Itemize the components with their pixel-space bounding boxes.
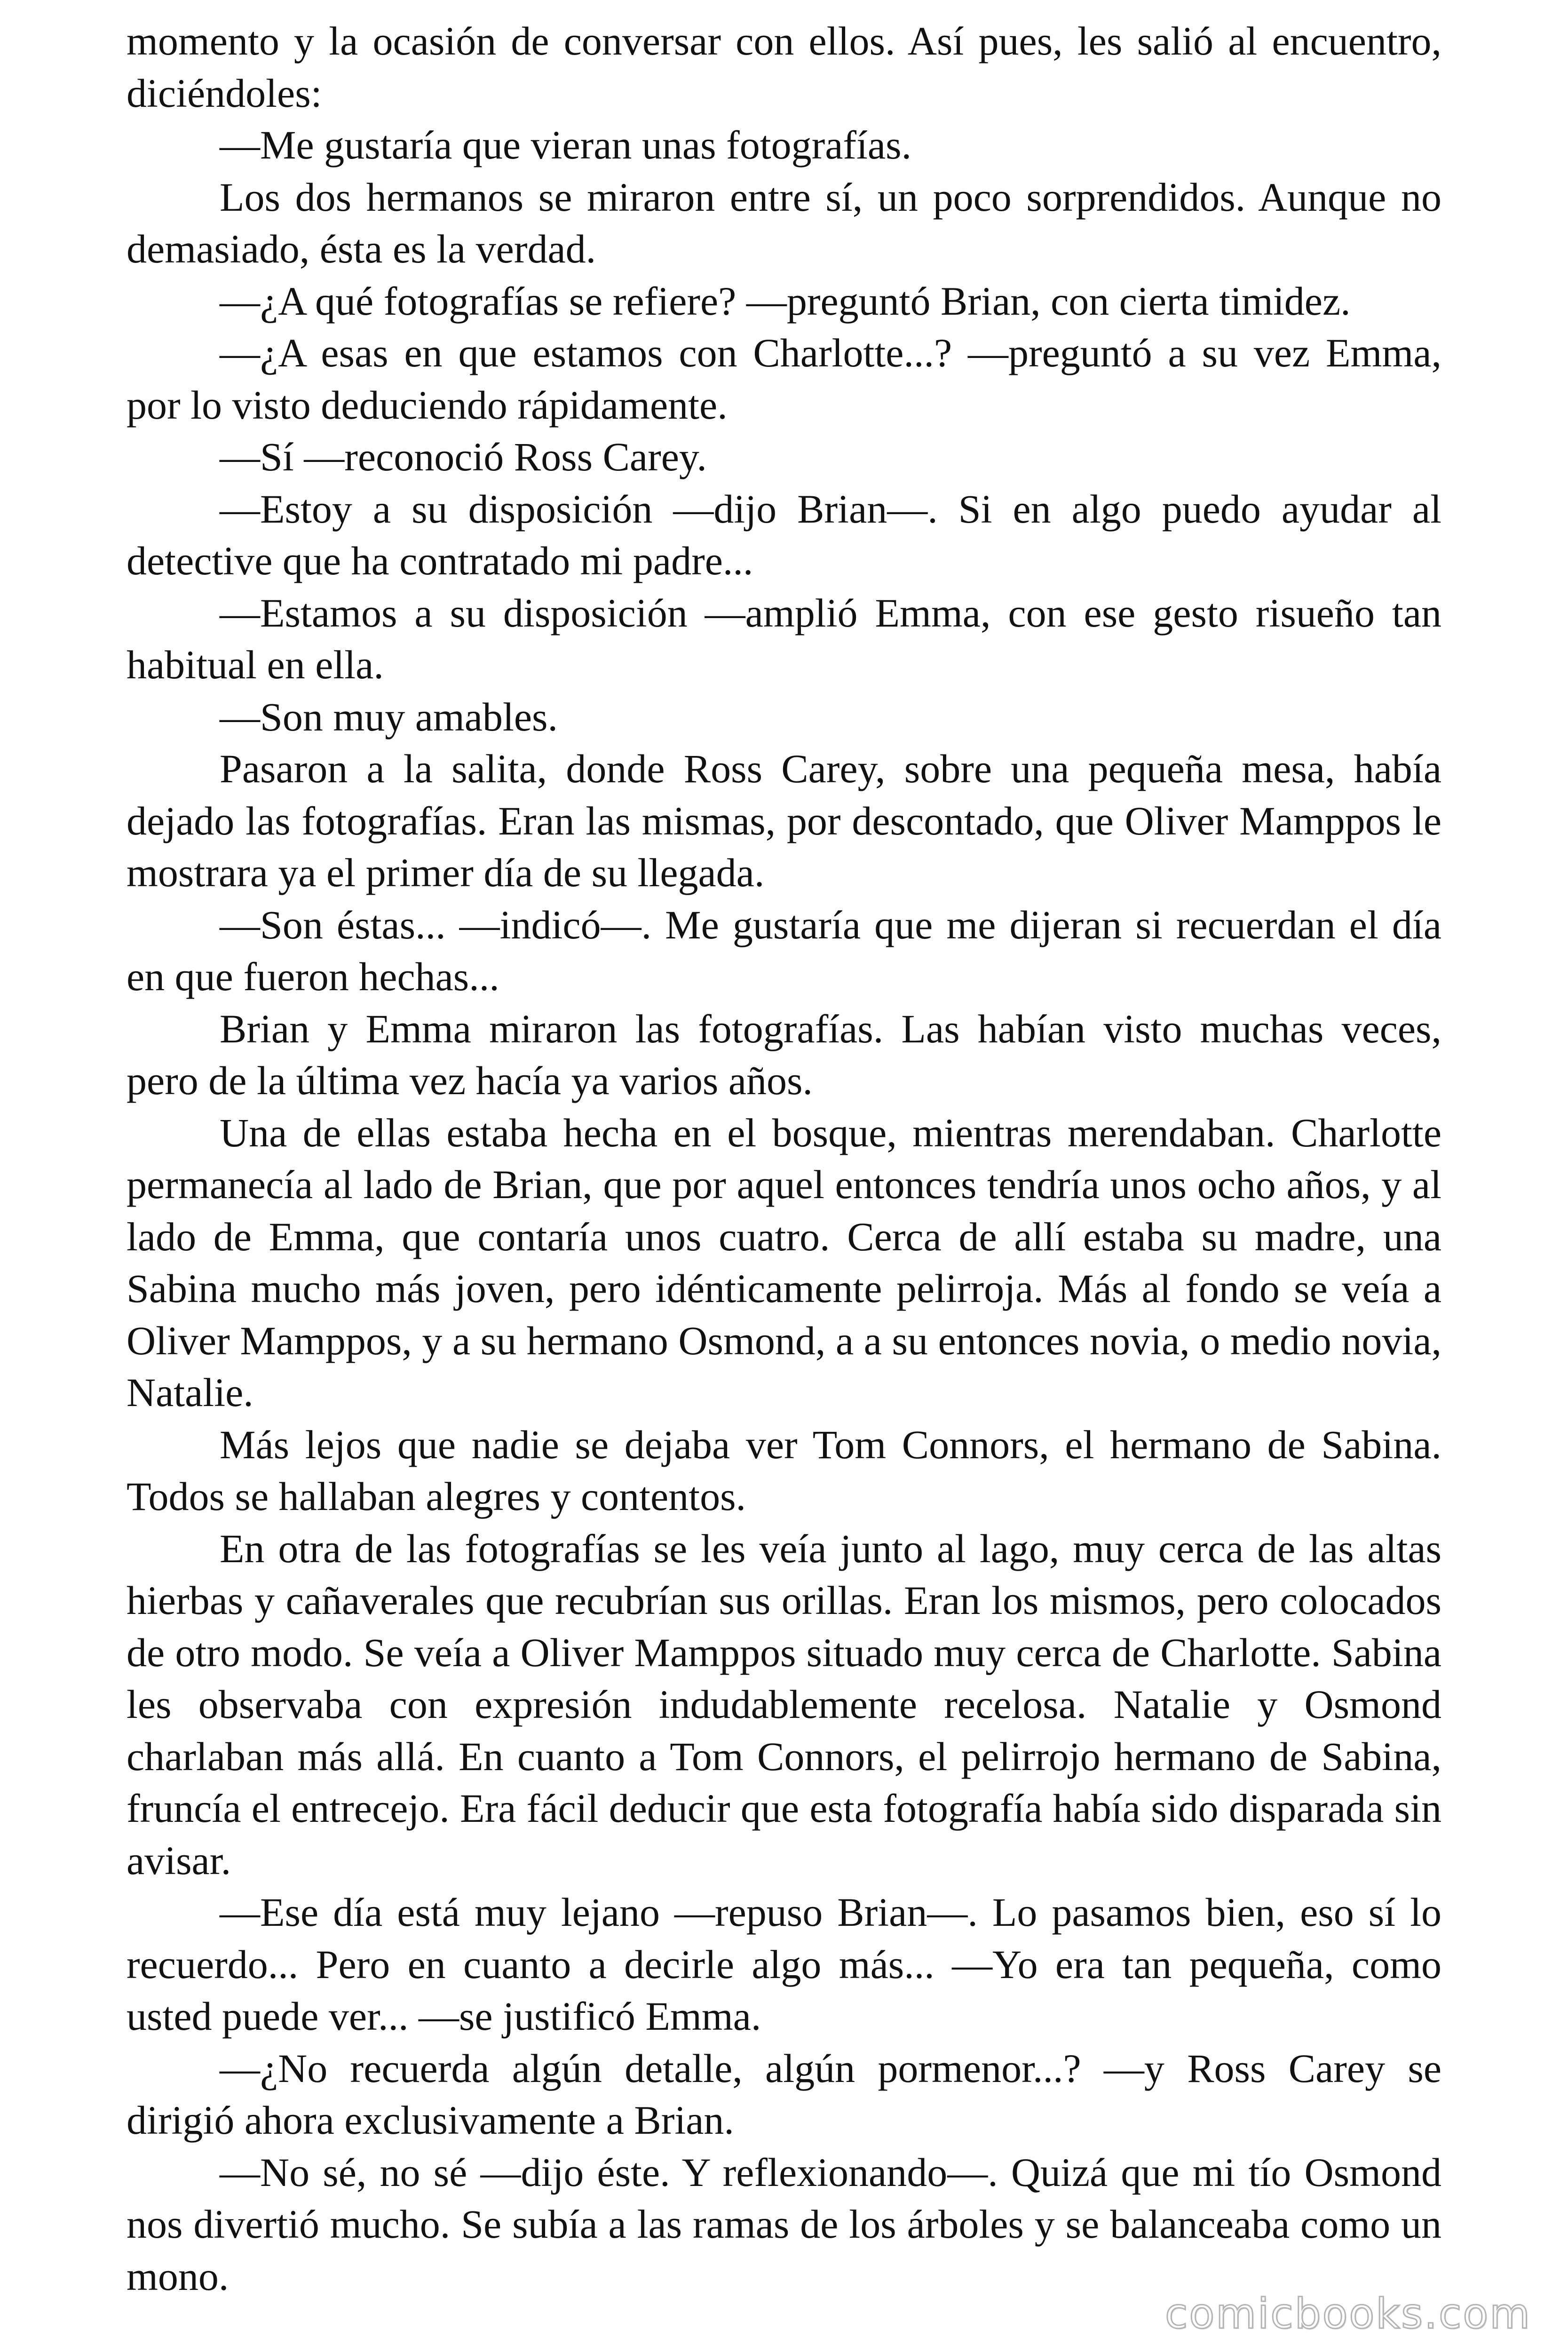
paragraph: Los dos hermanos se miraron entre sí, un poco sorprendidos. Aunque no demasiado, ésta es la verdad. (127, 174, 1441, 271)
paragraph: —¿No recuerda algún detalle, algún pormenor...? —y Ross Carey se dirigió ahora exclusivamente a Brian. (127, 2045, 1441, 2143)
paragraph: En otra de las fotografías se les veía junto al lago, muy cerca de las altas hierbas y cañaverales que recubrían sus orillas. Eran los mismos, pero colocados de otro modo. Se veía a Oliver Mamppos situado muy cerca de Charlotte. Sabina les observaba con expresión indudablemente recelosa. Natalie y Osmond charlaban más allá. En cuanto a Tom Connors, el pelirrojo hermano de Sabina, fruncía el entrecejo. Era fácil deducir que esta fotografía había sido disparada sin avisar. (127, 1526, 1441, 1883)
paragraph: Brian y Emma miraron las fotografías. Las habían visto muchas veces, pero de la última vez hacía ya varios años. (127, 1006, 1441, 1103)
paragraph: —Me gustaría que vieran unas fotografías. (220, 122, 912, 167)
paragraph: Más lejos que nadie se dejaba ver Tom Connors, el hermano de Sabina. Todos se hallaban alegres y contentos. (127, 1422, 1441, 1519)
paragraph: Pasaron a la salita, donde Ross Carey, sobre una pequeña mesa, había dejado las fotografías. Eran las mismas, por descontado, que Oliver Mamppos le mostrara ya el primer día de su llegada. (127, 746, 1441, 895)
paragraph: —Estamos a su disposición —amplió Emma, con ese gesto risueño tan habitual en ella. (127, 590, 1441, 687)
paragraph: —Son éstas... —indicó—. Me gustaría que me dijeran si recuerdan el día en que fueron hechas... (127, 902, 1441, 999)
paragraph: —Son muy amables. (220, 694, 558, 739)
paragraph: —No sé, no sé —dijo éste. Y reflexionando—. Quizá que mi tío Osmond nos divertió mucho. Se subía a las ramas de los árboles y se balanceaba como un mono. (127, 2149, 1441, 2299)
paragraph: —¿A qué fotografías se refiere? —preguntó Brian, con cierta timidez. (220, 278, 1351, 324)
page-text (127, 15, 1441, 2302)
paragraph: Una de ellas estaba hecha en el bosque, mientras merendaban. Charlotte permanecía al lado de Brian, que por aquel entonces tendría unos ocho años, y al lado de Emma, que contaría unos cuatro. Cerca de allí estaba su madre, una Sabina mucho más joven, pero idénticamente pelirroja. Más al fondo se veía a Oliver Mamppos, y a su hermano Osmond, a a su entonces novia, o medio novia, Natalie. (127, 1110, 1441, 1415)
paragraph: momento y la ocasión de conversar con ellos. Así pues, les salió al encuentro, diciéndoles: (127, 18, 1441, 116)
paragraph: —Ese día está muy lejano —repuso Brian—. Lo pasamos bien, eso sí lo recuerdo... Pero en cuanto a decirle algo más... —Yo era tan pequeña, como usted puede ver... —se justificó Emma. (127, 1890, 1441, 2039)
watermark: comicbooks.com (1164, 2289, 1531, 2338)
paragraph: —¿A esas en que estamos con Charlotte...? —preguntó a su vez Emma, por lo visto deduciendo rápidamente. (127, 330, 1441, 428)
paragraph: —Estoy a su disposición —dijo Brian—. Si en algo puedo ayudar al detective que ha contratado mi padre... (127, 486, 1441, 583)
paragraph: —Sí —reconoció Ross Carey. (220, 434, 707, 479)
